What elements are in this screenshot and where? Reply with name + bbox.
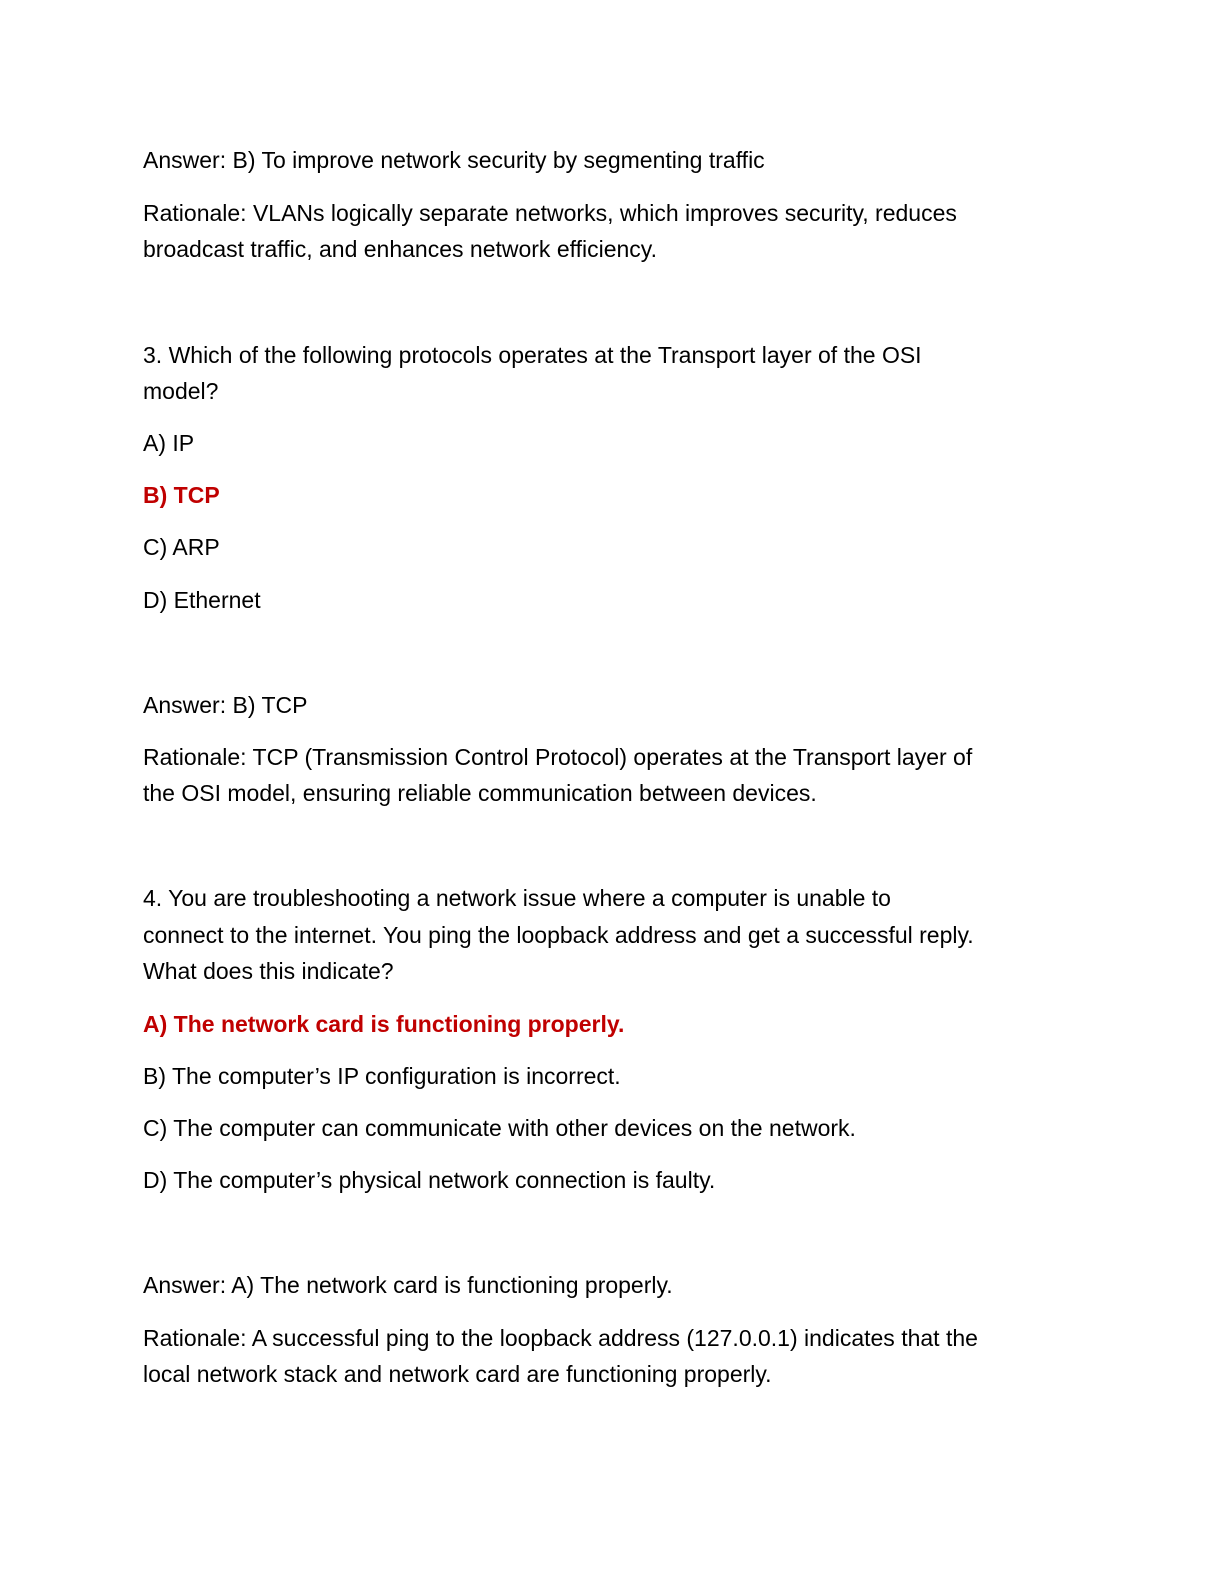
- q4-option-d: D) The computer’s physical network connection is faulty.: [143, 1167, 716, 1193]
- q3-question-line-1: 3. Which of the following protocols operates at the Transport layer of the OSI: [143, 342, 922, 368]
- q3-rationale-line-2: the OSI model, ensuring reliable communication between devices.: [143, 780, 817, 806]
- q3-option-d: D) Ethernet: [143, 587, 261, 613]
- q4-option-b: B) The computer’s IP configuration is incorrect.: [143, 1063, 621, 1089]
- q4-rationale-line-1: Rationale: A successful ping to the loopback address (127.0.0.1) indicates that the: [143, 1325, 978, 1351]
- q3-question-line-2: model?: [143, 378, 219, 404]
- q4-option-a-correct: A) The network card is functioning properly.: [143, 1011, 625, 1037]
- q4-question-line-1: 4. You are troubleshooting a network issue where a computer is unable to: [143, 885, 891, 911]
- q2-answer: Answer: B) To improve network security by segmenting traffic: [143, 147, 765, 173]
- q4-question-line-3: What does this indicate?: [143, 958, 394, 984]
- q3-answer: Answer: B) TCP: [143, 692, 308, 718]
- q2-rationale-line-2: broadcast traffic, and enhances network efficiency.: [143, 236, 657, 262]
- q3-option-a: A) IP: [143, 430, 195, 456]
- q4-option-c: C) The computer can communicate with other devices on the network.: [143, 1115, 856, 1141]
- q3-rationale-line-1: Rationale: TCP (Transmission Control Protocol) operates at the Transport layer of: [143, 744, 973, 770]
- q2-rationale-line-1: Rationale: VLANs logically separate networks, which improves security, reduces: [143, 200, 957, 226]
- q4-answer: Answer: A) The network card is functioning properly.: [143, 1272, 673, 1298]
- q3-option-b-correct: B) TCP: [143, 482, 220, 508]
- q3-option-c: C) ARP: [143, 534, 220, 560]
- q4-rationale-line-2: local network stack and network card are functioning properly.: [143, 1361, 772, 1387]
- q4-question-line-2: connect to the internet. You ping the loopback address and get a successful reply.: [143, 922, 974, 948]
